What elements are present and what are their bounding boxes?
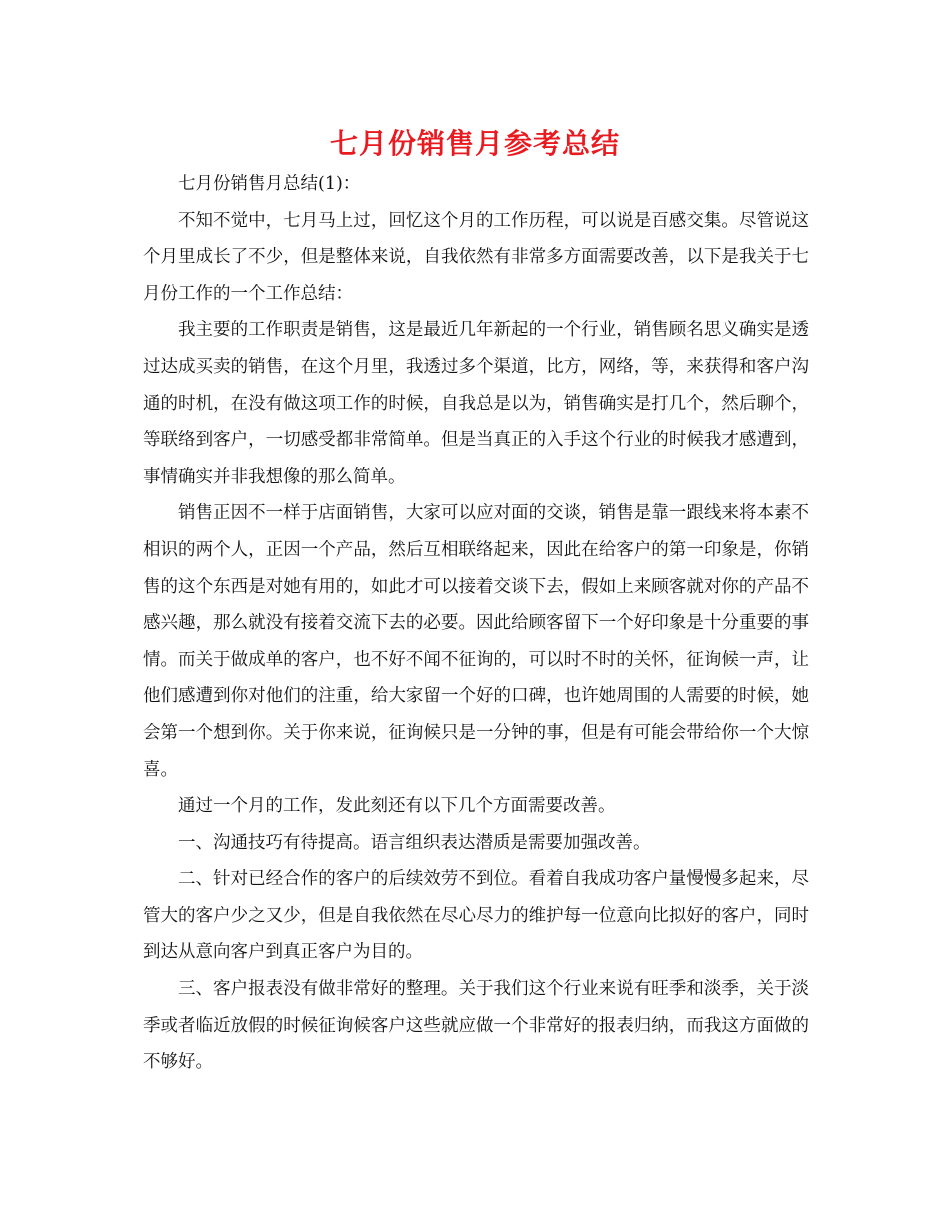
document-title: 七月份销售月参考总结	[329, 127, 620, 160]
paragraph-intro: 不知不觉中，七月马上过，回忆这个月的工作历程，可以说是百感交集。尽管说这个月里成长了不少，但是整体来说，自我依然有非常多方面需要改善，以下是我关于七月份工作的一个工作总结：	[143, 210, 809, 304]
paragraph-sales-approach: 销售正因不一样于店面销售，大家可以应对面的交谈，销售是靠一跟线来将本素不相识的两个人，正因一个产品，然后互相联络起来，因此在给客户的第一印象是，你销售的这个东西是对她有用的，如此才可以接着交谈下去，假如上来顾客就对你的产品不感兴趣，那么就没有接着交流下去的必要。因此给顾客留下一个好印象是十分重要的事情。而关于做成单的客户，也不好不闻不征询的，可以时不时的关怀，征询候一声，让他们感遭到你对他们的注重，给大家留一个好的口碑，也许她周围的人需要的时候，她会第一个想到你。关于你来说，征询候只是一分钟的事，但是有可能会带给你一个大惊喜。	[143, 503, 809, 780]
section-heading: 七月份销售月总结(1)：	[178, 174, 361, 194]
paragraph-improvement-3: 三、客户报表没有做非常好的整理。关于我们这个行业来说有旺季和淡季，关于淡季或者临近放假的时候征询候客户这些就应做一个非常好的报表归纳，而我这方面做的不够好。	[143, 979, 809, 1073]
paragraph-improvement-2: 二、针对已经合作的客户的后续效劳不到位。看着自我成功客户量慢慢多起来，尽管大的客户少之又少，但是自我依然在尽心尽力的维护每一位意向比拟好的客户，同时到达从意向客户到真正客户为目的。	[143, 869, 809, 963]
paragraph-improvement-1: 一、沟通技巧有待提高。语言组织表达潜质是需要加强改善。	[178, 832, 651, 853]
document-body	[143, 166, 809, 1081]
paragraph-duties: 我主要的工作职责是销售，这是最近几年新起的一个行业，销售顾名思义确实是透过达成买卖的销售，在这个月里，我透过多个渠道，比方，网络，等，来获得和客户沟通的时机，在没有做这项工作的时候，自我总是以为，销售确实是打几个，然后聊个，等联络到客户，一切感受都非常简单。但是当真正的入手这个行业的时候我才感遭到，事情确实并非我想像的那么简单。	[143, 320, 809, 487]
paragraph-improvements-intro: 通过一个月的工作，发此刻还有以下几个方面需要改善。	[178, 796, 616, 817]
